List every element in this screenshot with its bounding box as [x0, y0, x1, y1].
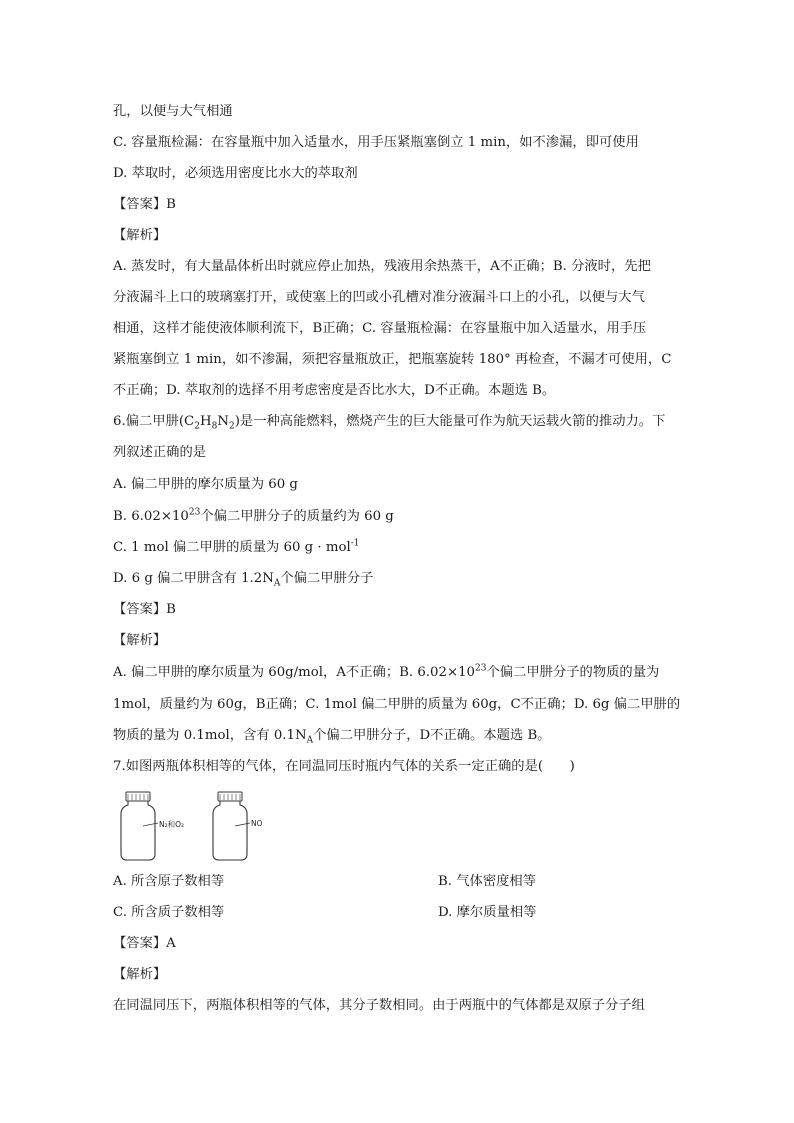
question-6-stem-cont: 列叙述正确的是	[113, 445, 207, 460]
bottle-2	[213, 792, 263, 860]
q6-analysis-label: 【解析】	[113, 633, 167, 648]
q7-analysis-line: 在同温同压下，两瓶体积相等的气体，其分子数相同。由于两瓶中的气体都是双原子分子组	[113, 998, 645, 1013]
analysis-label: 【解析】	[113, 228, 167, 243]
question-6-stem: 6.偏二甲肼$(C_2H_8N_2)$是一种高能燃料，燃烧产生的巨大能量可作为航天运载火箭的推动力。下	[113, 414, 666, 432]
q6-option-d: D. 6 g 偏二甲肼含有 $1.2N_A$个偏二甲肼分子	[113, 571, 374, 589]
analysis-line: A. 蒸发时，有大量晶体析出时就应停止加热，残液用余热蒸干，A不正确；B. 分液时，先把	[113, 259, 651, 274]
q7-analysis-label: 【解析】	[113, 967, 167, 982]
bottle-1-label: N₂和O₂	[159, 820, 185, 829]
bottle-2-label: NO	[251, 819, 263, 828]
q7-answer: 【答案】A	[113, 936, 176, 951]
q6-answer: 【答案】B	[113, 602, 176, 617]
bottle-1	[121, 792, 184, 860]
text-line: 孔，以便与大气相通	[113, 104, 233, 119]
option-d: D. 萃取时，必须选用密度比水大的萃取剂	[113, 166, 358, 181]
gas-bottles-figure	[118, 790, 288, 862]
q6-analysis-line: 1mol，质量约为 60g，B正确；C. 1mol 偏二甲肼的质量为 60g，C不正确；D. 6g 偏二甲肼的	[113, 697, 681, 712]
q7-option-b: B. 气体密度相等	[438, 874, 537, 889]
q7-option-d: D. 摩尔质量相等	[438, 905, 537, 920]
analysis-line: 不正确；D. 萃取剂的选择不用考虑密度是否比水大，D不正确。本题选 B。	[113, 383, 556, 398]
q7-option-c: C. 所含质子数相等	[113, 905, 225, 920]
analysis-line: 紧瓶塞倒立 1 min，如不渗漏，须把容量瓶放正，把瓶塞旋转 180° 再检查，不漏才可使用，C	[113, 352, 672, 367]
q7-option-a: A. 所含原子数相等	[113, 874, 225, 889]
analysis-line: 相通，这样才能使液体顺利流下，B正确；C. 容量瓶检漏：在容量瓶中加入适量水，用手压	[113, 321, 647, 336]
question-7-stem: 7.如图两瓶体积相等的气体，在同温同压时瓶内气体的关系一定正确的是( )	[113, 759, 575, 774]
q6-analysis-line: 物质的量为 0.1mol，含有 $0.1N_A$个偏二甲肼分子，D不正确。本题选 B。	[113, 728, 551, 746]
q6-analysis-line: A. 偏二甲肼的摩尔质量为 60g/mol，A不正确；B. $6.02\times 10^{23}$个偏二甲肼分子的物质的量为	[113, 663, 660, 680]
answer-label: 【答案】B	[113, 197, 176, 212]
option-c: C. 容量瓶检漏：在容量瓶中加入适量水，用手压紧瓶塞倒立 1 min，如不渗漏，即可使用	[113, 135, 639, 150]
q6-option-a: A. 偏二甲肼的摩尔质量为 60 g	[113, 477, 298, 492]
q6-option-c: C. 1 mol 偏二甲肼的质量为 60 g · mol$^{-1}$	[113, 538, 360, 555]
analysis-line: 分液漏斗上口的玻璃塞打开，或使塞上的凹或小孔槽对准分液漏斗口上的小孔，以便与大气	[113, 290, 645, 305]
q6-option-b: B. $6.02\times 10^{23}$个偏二甲肼分子的质量约为 60 g	[113, 507, 394, 524]
